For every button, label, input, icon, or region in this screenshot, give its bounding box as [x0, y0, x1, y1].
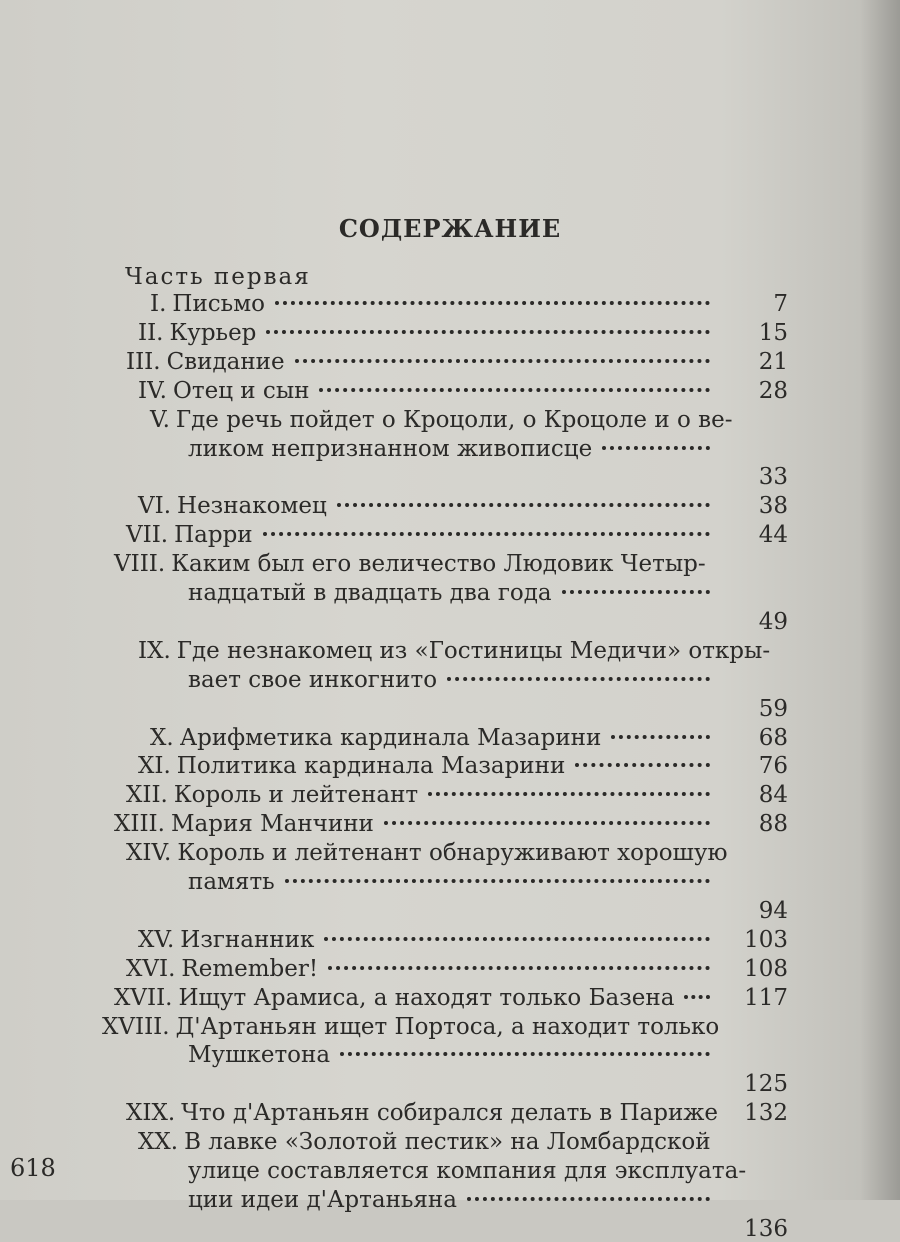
chapter-page-number: 76 [758, 753, 788, 780]
toc-entry-line [126, 840, 728, 866]
chapter-page-number: 28 [758, 377, 788, 404]
dot-leader [684, 995, 710, 999]
dot-leader [324, 937, 710, 941]
chapter-number: III. [126, 348, 161, 375]
dot-leader [266, 330, 710, 334]
chapter-number: V. [150, 406, 170, 433]
toc-entry-line [126, 1100, 720, 1126]
chapter-page-number: 132 [744, 1100, 788, 1127]
chapter-page-number: 49 [758, 608, 788, 635]
chapter-number: VI. [138, 493, 172, 520]
chapter-page-number: 136 [744, 1215, 788, 1242]
page-number: 618 [10, 1154, 56, 1182]
chapter-title: надцатый в двадцать два года [188, 580, 552, 606]
chapter-page-number: 7 [773, 291, 788, 317]
toc-entry-line [102, 1014, 719, 1040]
toc-entry-line [126, 782, 720, 808]
toc-entry-line [150, 407, 732, 433]
chapter-page-number: 117 [744, 984, 788, 1011]
dot-leader [285, 879, 710, 883]
chapter-title: Арифметика кардинала Мазарини [179, 724, 602, 751]
chapter-number: XV. [138, 926, 175, 953]
chapter-title: Где речь пойдет о Кроцоли, о Кроцоле и о ве- [175, 406, 733, 433]
toc-entry-line [150, 725, 720, 751]
toc-entry-line [182, 667, 720, 693]
chapter-number: XIV. [126, 840, 172, 867]
chapter-number: II. [138, 319, 164, 346]
chapter-page-number: 94 [758, 897, 788, 924]
chapter-page-number: 38 [758, 493, 788, 520]
chapter-number: XI. [138, 753, 171, 780]
chapter-number: XVII. [114, 984, 173, 1011]
dot-leader [575, 763, 710, 767]
chapter-page-number: 59 [758, 695, 788, 722]
chapter-title: В лавке «Золотой пестик» на Ломбардской [184, 1129, 711, 1156]
part-heading: Часть первая [125, 264, 311, 290]
toc-entry-line [150, 291, 720, 317]
chapter-number: VIII. [114, 551, 166, 578]
chapter-title: Мария Манчини [170, 811, 374, 838]
dot-leader [337, 503, 710, 507]
chapter-number: XVI. [126, 955, 176, 982]
chapter-title: Каким был его величество Людовик Четыр- [171, 551, 706, 578]
dot-leader [562, 590, 710, 594]
chapter-title: Д'Артаньян ищет Портоса, а находит только [175, 1013, 720, 1040]
dot-leader [263, 532, 710, 536]
chapter-title: Парри [174, 522, 253, 549]
chapter-number: XIX. [126, 1100, 176, 1127]
chapter-page-number: 44 [758, 522, 788, 549]
chapter-number: XII. [126, 782, 168, 809]
dot-leader [447, 677, 710, 681]
chapter-number: IX. [138, 637, 171, 664]
chapter-number: XX. [138, 1129, 179, 1156]
chapter-number: XIII. [114, 811, 165, 838]
chapter-page-number: 21 [758, 348, 788, 375]
chapter-number: I. [150, 291, 167, 317]
dot-leader [275, 301, 710, 305]
toc-entry-line [138, 927, 720, 953]
chapter-title: Политика кардинала Мазарини [176, 753, 566, 780]
dot-leader [611, 735, 710, 739]
toc-entry-line [138, 753, 720, 779]
toc-entry-line [126, 349, 720, 375]
chapter-title: Курьер [169, 319, 257, 346]
toc-entry-line [182, 580, 720, 606]
chapter-title: ции идеи д'Артаньяна [188, 1186, 457, 1213]
toc-entry-line [182, 869, 720, 895]
chapter-page-number: 15 [758, 319, 788, 346]
chapter-page-number: 33 [758, 464, 788, 491]
chapter-number: VII. [126, 522, 169, 549]
chapter-number: X. [150, 724, 174, 751]
dot-leader [340, 1052, 710, 1056]
chapter-title: ликом непризнанном живописце [188, 435, 593, 462]
toc-entry-line [138, 1129, 711, 1155]
chapter-title: Remember! [181, 955, 319, 982]
toc-entry-line [114, 985, 720, 1011]
toc-entry-line [138, 378, 720, 404]
dot-leader [295, 359, 710, 363]
toc-entry-line [114, 551, 706, 577]
chapter-page-number: 125 [744, 1071, 788, 1098]
dot-leader [319, 388, 710, 392]
chapter-page-number: 84 [758, 782, 788, 809]
dot-leader [384, 821, 710, 825]
chapter-page-number: 103 [744, 926, 788, 953]
chapter-title: Отец и сын [173, 377, 310, 404]
chapter-number: XVIII. [102, 1013, 170, 1040]
chapter-title: Король и лейтенант обнаруживают хорошую [177, 840, 728, 867]
chapter-number: IV. [138, 377, 167, 404]
chapter-title: улице составляется компания для эксплуата- [188, 1158, 747, 1184]
chapter-title: Незнакомец [177, 493, 327, 520]
toc-entry-line [182, 1158, 746, 1184]
dot-leader [428, 792, 710, 796]
chapter-page-number: 68 [758, 724, 788, 751]
chapter-title: Свидание [166, 348, 285, 375]
chapter-page-number: 108 [744, 955, 788, 982]
toc-entry-line [138, 320, 720, 346]
toc-entry-line [138, 638, 770, 664]
page-title: СОДЕРЖАНИЕ [338, 214, 562, 243]
dot-leader [467, 1197, 710, 1201]
chapter-title: Король и лейтенант [173, 782, 419, 809]
chapter-title: Ищут Арамиса, а находят только Базена [178, 984, 675, 1011]
chapter-page-number: 88 [758, 811, 788, 838]
chapter-title: память [188, 869, 275, 895]
toc-entry-line [114, 811, 720, 837]
toc-entry-line [126, 522, 720, 548]
chapter-title: Что д'Артаньян собирался делать в Париже [181, 1100, 719, 1127]
chapter-title: Где незнакомец из «Гостиницы Медичи» откры- [176, 637, 771, 664]
toc-entry-line [182, 436, 720, 462]
chapter-title: Изгнанник [180, 926, 315, 953]
chapter-title: вает свое инкогнито [188, 666, 438, 693]
chapter-title: Мушкетона [188, 1042, 331, 1069]
toc-entry-line [126, 956, 720, 982]
toc-entry-line [182, 1042, 720, 1068]
dot-leader [328, 966, 710, 970]
toc-entry-line [138, 493, 720, 519]
chapter-title: Письмо [172, 291, 265, 317]
dot-leader [602, 446, 710, 450]
